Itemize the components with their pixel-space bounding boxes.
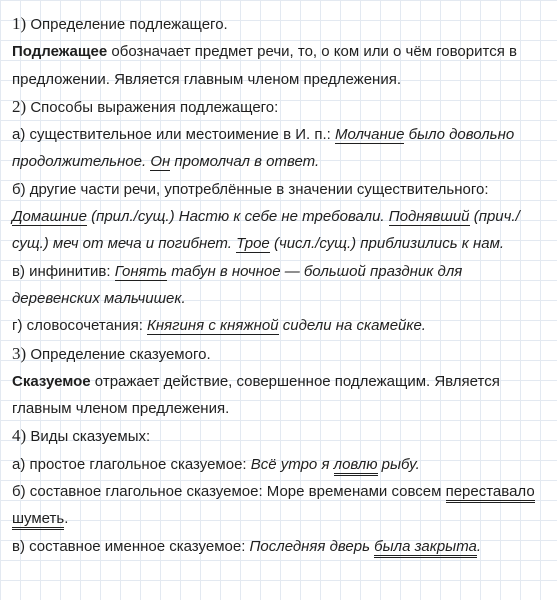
item-a-line-2: продолжительное. Он промолчал в ответ.	[12, 153, 320, 171]
item-g-line: г) словосочетания: Княгиня с княжной сидели на скамейке.	[12, 317, 426, 335]
predicate-a-line: а) простое глагольное сказуемое: Всё утро я ловлю рыбу.	[12, 451, 547, 478]
double-underlined-predicate: ловлю	[334, 456, 378, 476]
subject-definition-line-1: Подлежащее обозначает предмет речи, то, о ком или о чём говорится в	[12, 43, 517, 61]
underlined-subject: Молчание	[334, 126, 405, 144]
section-1-heading	[12, 10, 547, 38]
section-number: 1)	[12, 14, 27, 33]
item-b-line-1: б) другие части речи, употреблённые в значении существительного:	[12, 180, 489, 198]
predicate-definition-line-2: главным членом предлежения.	[12, 400, 230, 418]
item-a-line-1: а) существительное или местоимение в И. п.: Молчание было довольно	[12, 126, 515, 144]
section-4-heading	[12, 422, 547, 450]
section-title: Способы выражения подлежащего:	[30, 98, 279, 116]
predicate-b-line-1: б) составное глагольное сказуемое: Море временами совсем переставало	[12, 478, 547, 505]
term-subject: Подлежащее	[12, 43, 108, 61]
item-v-line-2: деревенских мальчишек.	[12, 289, 186, 307]
underlined-subject: Гонять	[114, 262, 168, 280]
item-v-line-1: в) инфинитив: Гонять табун в ночное — большой праздник для	[12, 262, 463, 280]
section-2-heading	[12, 93, 547, 121]
double-underlined-predicate: переставало	[446, 483, 535, 503]
subject-definition-line-2: предложении. Является главным членом предлежения.	[12, 70, 401, 88]
section-title: Определение сказуемого.	[30, 345, 211, 363]
underlined-subject: Он	[150, 153, 171, 171]
predicate-definition-line-1: Сказуемое отражает действие, совершенное подлежащим. Является	[12, 372, 500, 390]
term-predicate: Сказуемое	[12, 372, 91, 390]
predicate-b-line-2: шуметь.	[12, 505, 547, 532]
section-title: Определение подлежащего.	[30, 16, 228, 33]
underlined-subject: Княгиня с княжной	[147, 317, 279, 335]
section-number: 2)	[12, 96, 27, 116]
item-b-line-2: Домашние (прил./сущ.) Настю к себе не требовали. Поднявший (прич./	[12, 208, 520, 226]
double-underlined-predicate: была закрыта	[374, 538, 477, 558]
section-title: Виды сказуемых:	[30, 428, 151, 446]
double-underlined-predicate: шуметь	[12, 510, 64, 530]
section-number: 4)	[12, 426, 27, 446]
section-3-heading	[12, 340, 547, 368]
predicate-v-line: в) составное именное сказуемое: Последняя дверь была закрыта.	[12, 533, 547, 560]
underlined-subject: Трое	[236, 235, 270, 253]
section-number: 3)	[12, 343, 27, 363]
underlined-subject: Поднявший	[388, 208, 470, 226]
underlined-subject: Домашние	[12, 208, 87, 226]
item-b-line-3: сущ.) меч от меча и погибнет. Трое (числ./сущ.) приблизились к нам.	[12, 235, 505, 253]
